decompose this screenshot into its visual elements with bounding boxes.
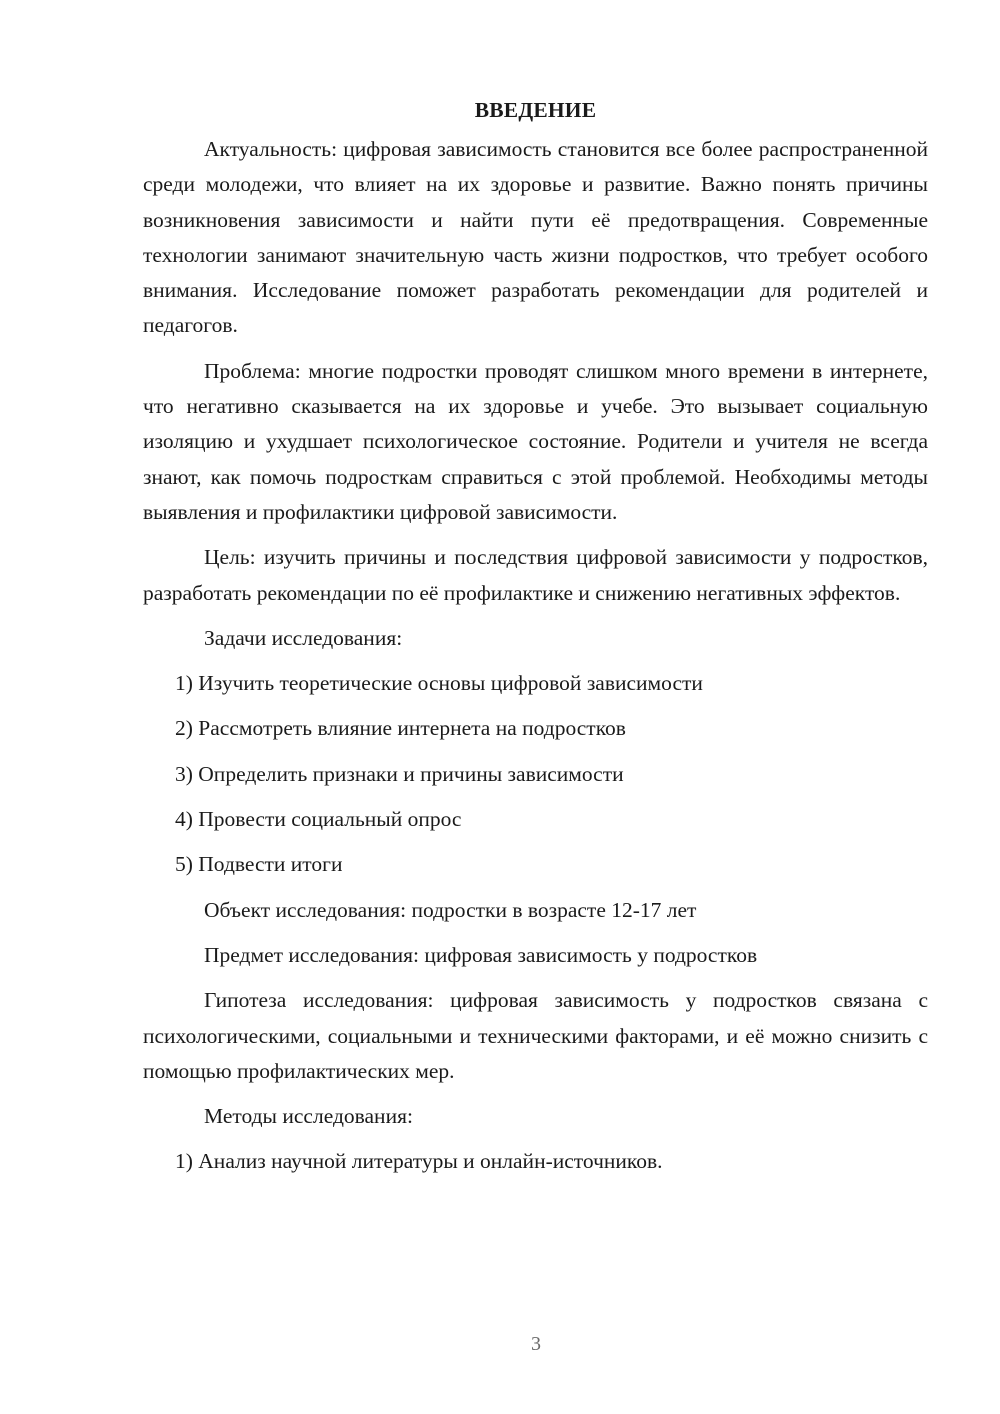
- tasks-heading: Задачи исследования:: [204, 625, 403, 650]
- task-item: 5) Подвести итоги: [175, 852, 343, 877]
- task-item: 4) Провести социальный опрос: [175, 807, 462, 832]
- methods-heading: Методы исследования:: [204, 1104, 413, 1129]
- task-item: 2) Рассмотреть влияние интернета на подростков: [175, 716, 626, 741]
- method-item: 1) Анализ научной литературы и онлайн-источников.: [175, 1149, 663, 1174]
- goal-paragraph: Цель: изучить причины и последствия цифровой зависимости у подростков, разработать рекомендации по её профилактике и снижению негативных эффектов.: [143, 545, 928, 605]
- section-title: ВВЕДЕНИЕ: [474, 98, 597, 122]
- relevance-paragraph: Актуальность: цифровая зависимость становится все более распространенной среди молодежи, что влияет на их здоровье и развитие. Важно понять причины возникновения зависимости и найти пути её предотвращения. Современные технологии занимают значительную часть жизни подростков, что требует особого внимания. Исследование поможет разработать рекомендации для родителей и педагогов.: [143, 137, 928, 338]
- task-item: 1) Изучить теоретические основы цифровой зависимости: [175, 671, 703, 696]
- problem-paragraph: Проблема: многие подростки проводят слишком много времени в интернете, что негативно сказывается на их здоровье и учебе. Это вызывает социальную изоляцию и ухудшает психологическое состояние. Родители и учителя не всегда знают, как помочь подросткам справиться с этой проблемой. Необходимы методы выявления и профилактики цифровой зависимости.: [143, 358, 928, 524]
- tasks-list: [143, 666, 928, 882]
- document-page: [143, 92, 928, 1190]
- page-number: 3: [531, 1333, 541, 1355]
- hypothesis-paragraph: Гипотеза исследования: цифровая зависимость у подростков связана с психологическими, социальными и техническими факторами, и её можно снизить с помощью профилактических мер.: [143, 988, 928, 1083]
- object-paragraph: Объект исследования: подростки в возрасте 12-17 лет: [204, 897, 697, 922]
- task-item: 3) Определить признаки и причины зависимости: [175, 761, 624, 786]
- subject-paragraph: Предмет исследования: цифровая зависимость у подростков: [204, 942, 758, 967]
- methods-list: [143, 1144, 928, 1179]
